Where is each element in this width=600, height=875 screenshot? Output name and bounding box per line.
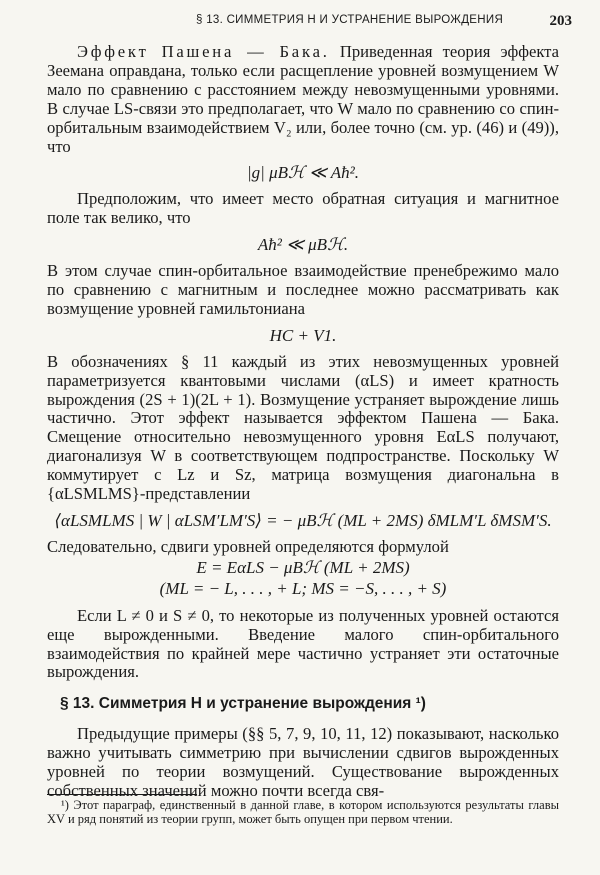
paragraph-residual-degeneracy: Если L ≠ 0 и S ≠ 0, то некоторые из полученных уровней остаются еще вырожденными. Введение малого спин-орбитального взаимодействия по крайней мере частично устраняет эти остаточные вырождения. [47,605,559,682]
formula-strong-field-condition: Aħ² ≪ μBℋ. [257,235,349,255]
footnote-divider [47,794,197,795]
paragraph-paschen-back-intro [47,43,559,156]
section-heading: § 13. Симметрия H и устранение вырождения ¹) [60,695,426,713]
formula-weak-field-condition: |g| μBℋ ≪ Aħ². [246,163,360,183]
paragraph-run-in-title: Эффект Пашена — Бака. [77,42,330,61]
paragraph-notation: В обозначениях § 11 каждый из этих невозмущенных уровней параметризуется квантовыми числами (αLS) и имеет кратность вырождения (2S + 1)(2L + 1). Возмущение устраняет вырождение лишь частично. Этот эффект называется эффектом Пашена — Бака. Смещение относительно невозмущенного уровня EαLS получают, диагонализуя W в соответствующем подпространстве. Поскольку W коммутирует с Lz и Sz, матрица возмущения диагональна в {αLSMLMS}-представлении [47,351,559,504]
paragraph-text: Приведенная теория эффекта Зеемана оправдана, только если расщепление уровней возмущением W мало по сравнению с расстоянием между невозмущенными уровнями. В случае LS-связи это предполагает, что W мало по сравнению со спин-орбитальным взаимодействием V₂ или, более точно (см. ур. (46) и (49)), что [47,42,559,156]
footnote: ¹) Этот параграф, единственный в данной главе, в котором используются результаты главы XV и ряд понятий из теории групп, может быть опущен при первом чтении. [47,798,559,826]
formula-hamiltonian: HC + V1. [269,325,337,345]
running-head: § 13. СИММЕТРИЯ H И УСТРАНЕНИЕ ВЫРОЖДЕНИЯ [196,14,504,26]
paragraph-level-shifts: Следовательно, сдвиги уровней определяются формулой [47,536,449,556]
formula-matrix-element: ⟨αLSMLMS | W | αLSM′LM′S⟩ = − μBℋ (ML + 2MS) δMLM′L δMSM′S. [54,510,552,530]
paragraph-symmetry-intro: Предыдущие примеры (§§ 5, 7, 9, 10, 11, 12) показывают, насколько важно учитывать симметрию при вычислении сдвигов вырожденных уровней по теории возмущений. Существование вырожденных собственных значений можно почти всегда свя- [47,724,559,800]
paragraph-strong-field: Предположим, что имеет место обратная ситуация и магнитное поле так велико, что [47,189,559,228]
page-body [47,43,559,801]
paragraph-perturbation: В этом случае спин-орбитальное взаимодействие пренебрежимо мало по сравнению с магнитным и последнее можно рассматривать как возмущение уровней гамильтониана [47,261,559,318]
formula-energy-shift: E = EαLS − μBℋ (ML + 2MS) [196,557,410,577]
formula-quantum-number-ranges: (ML = − L, . . . , + L; MS = −S, . . . , + S) [159,578,447,598]
page-number: 203 [549,13,572,29]
